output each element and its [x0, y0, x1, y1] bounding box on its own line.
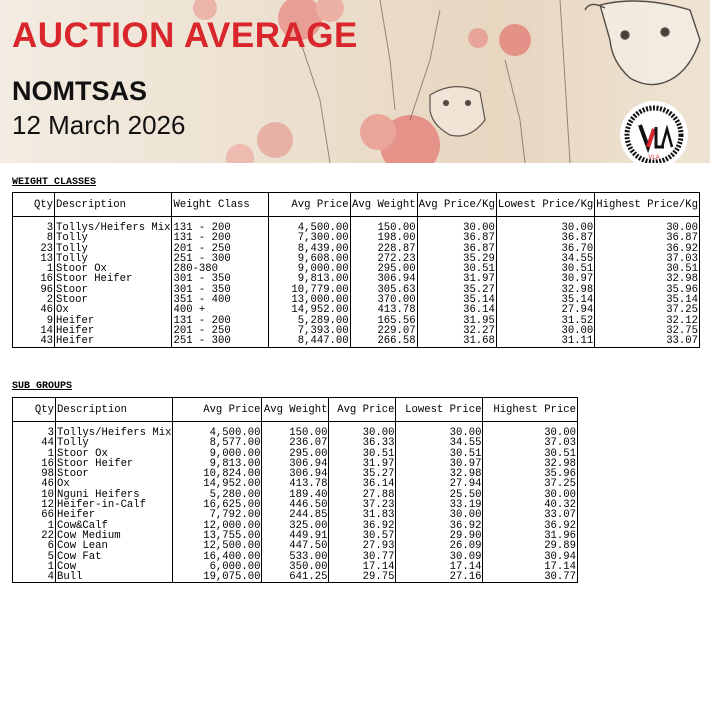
table-cell: 30.00 [595, 223, 700, 233]
weight-classes-table [12, 192, 700, 348]
table-cell: Ox [56, 479, 173, 489]
table-cell: 30.00 [483, 490, 578, 500]
sub-groups-header-row [13, 398, 578, 422]
table-cell: 31.11 [496, 336, 594, 347]
table-cell: 31.68 [417, 336, 496, 347]
table-cell: 12,500.00 [173, 541, 262, 551]
table-cell: 36.87 [417, 244, 496, 254]
table-cell: 12 [13, 500, 56, 510]
col-qty: Qty [13, 398, 56, 422]
col-avg-price-kg: Avg Price/Kg [417, 193, 496, 217]
table-cell: 33.07 [483, 510, 578, 520]
table-cell: 30.51 [496, 264, 594, 274]
table-cell: 30.94 [483, 552, 578, 562]
table-cell: 2 [13, 295, 55, 305]
table-cell: Heifer [55, 336, 172, 347]
col-lowest-price-kg: Lowest Price/Kg [496, 193, 594, 217]
table-cell: 19,075.00 [173, 572, 262, 583]
table-cell: 272.23 [350, 254, 417, 264]
table-cell: 36.87 [496, 233, 594, 243]
table-cell: 27.94 [396, 479, 483, 489]
table-cell: 35.96 [595, 285, 700, 295]
table-cell: 36.14 [329, 479, 396, 489]
table-row [13, 274, 700, 284]
table-cell: 33.19 [396, 500, 483, 510]
table-cell: 32.98 [483, 459, 578, 469]
table-cell: 201 - 250 [172, 326, 268, 336]
table-row [13, 254, 700, 264]
table-cell: 35.29 [417, 254, 496, 264]
table-cell: 16,625.00 [173, 500, 262, 510]
table-row [13, 223, 700, 233]
table-cell: 13,000.00 [268, 295, 350, 305]
table-cell: 14,952.00 [268, 305, 350, 315]
table-cell: 32.98 [396, 469, 483, 479]
auction-date: 12 March 2026 [12, 110, 186, 140]
table-cell: Bull [56, 572, 173, 583]
table-cell: 37.03 [595, 254, 700, 264]
table-cell: 17.14 [329, 562, 396, 572]
table-cell: 189.40 [262, 490, 329, 500]
table-cell: 7,792.00 [173, 510, 262, 520]
table-cell: 16 [13, 274, 55, 284]
table-row [13, 295, 700, 305]
page-title: AUCTION AVERAGE [12, 16, 358, 55]
table-cell: Stoor Heifer [55, 274, 172, 284]
col-weight-class: Weight Class [172, 193, 268, 217]
table-cell: 251 - 300 [172, 254, 268, 264]
table-cell: 16,400.00 [173, 552, 262, 562]
table-cell: 400 + [172, 305, 268, 315]
table-cell: 30.51 [483, 449, 578, 459]
table-cell: 32.98 [496, 285, 594, 295]
table-cell: 27.94 [496, 305, 594, 315]
table-cell: 66 [13, 510, 56, 520]
weight-classes-heading: WEIGHT CLASSES [12, 177, 97, 188]
table-cell: Stoor [55, 295, 172, 305]
table-cell: 31.83 [329, 510, 396, 520]
table-cell: Stoor [56, 469, 173, 479]
table-cell: 229.07 [350, 326, 417, 336]
table-cell: 31.95 [417, 316, 496, 326]
table-cell: 44 [13, 438, 56, 448]
table-cell: 447.50 [262, 541, 329, 551]
table-cell: 446.50 [262, 500, 329, 510]
table-cell: 30.51 [329, 449, 396, 459]
table-cell: 35.14 [496, 295, 594, 305]
table-cell: 36.92 [483, 521, 578, 531]
table-cell: Stoor Heifer [56, 459, 173, 469]
table-cell: 131 - 200 [172, 233, 268, 243]
table-cell: 10,779.00 [268, 285, 350, 295]
table-cell: 12,000.00 [173, 521, 262, 531]
table-cell: 9,000.00 [173, 449, 262, 459]
table-cell: Heifer-in-Calf [56, 500, 173, 510]
table-cell: 131 - 200 [172, 223, 268, 233]
col-description: Description [55, 193, 172, 217]
table-cell: 33.07 [595, 336, 700, 347]
table-cell: 37.25 [483, 479, 578, 489]
table-cell: 36.92 [329, 521, 396, 531]
table-cell: 325.00 [262, 521, 329, 531]
table-cell: 32.98 [595, 274, 700, 284]
table-row [13, 244, 700, 254]
table-cell: 30.00 [329, 428, 396, 438]
table-cell: 35.14 [595, 295, 700, 305]
table-cell: 266.58 [350, 336, 417, 347]
table-cell: Cow [56, 562, 173, 572]
table-cell: 30.57 [329, 531, 396, 541]
table-row [13, 233, 700, 243]
vla-logo [618, 99, 690, 163]
table-cell: 35.27 [329, 469, 396, 479]
table-cell: 9,000.00 [268, 264, 350, 274]
table-cell: 30.00 [396, 510, 483, 520]
table-cell: 27.16 [396, 572, 483, 583]
table-cell: 30.51 [417, 264, 496, 274]
table-cell: 131 - 200 [172, 316, 268, 326]
table-row [13, 572, 578, 583]
table-cell: 10,824.00 [173, 469, 262, 479]
table-cell: 96 [13, 285, 55, 295]
table-cell: 36.14 [417, 305, 496, 315]
col-avg-price: Avg Price [268, 193, 350, 217]
location-name: NOMTSAS [12, 76, 147, 106]
table-cell: 29.75 [329, 572, 396, 583]
table-cell: 35.27 [417, 285, 496, 295]
table-cell: 413.78 [262, 479, 329, 489]
table-cell: 351 - 400 [172, 295, 268, 305]
table-cell: 40.32 [483, 500, 578, 510]
table-cell: Heifer [55, 316, 172, 326]
table-cell: 306.94 [262, 459, 329, 469]
table-cell: 35.14 [417, 295, 496, 305]
table-cell: 30.97 [396, 459, 483, 469]
table-cell: 10 [13, 490, 56, 500]
table-cell: 16 [13, 459, 56, 469]
table-cell: 280-380 [172, 264, 268, 274]
table-cell: 3 [13, 428, 56, 438]
table-cell: Cow Medium [56, 531, 173, 541]
table-cell: 32.27 [417, 326, 496, 336]
table-cell: 641.25 [262, 572, 329, 583]
table-cell: 30.09 [396, 552, 483, 562]
table-cell: 4,500.00 [173, 428, 262, 438]
table-row [13, 316, 700, 326]
table-cell: 3 [13, 223, 55, 233]
table-cell: 23 [13, 244, 55, 254]
table-cell: 9,608.00 [268, 254, 350, 264]
table-cell: 98 [13, 469, 56, 479]
table-cell: 8 [13, 233, 55, 243]
sub-groups-table [12, 397, 578, 583]
col-highest-price: Highest Price [483, 398, 578, 422]
table-cell: 449.91 [262, 531, 329, 541]
weight-classes-body [13, 217, 700, 348]
table-cell: 8,447.00 [268, 336, 350, 347]
table-cell: Nguni Heifers [56, 490, 173, 500]
weight-classes-header-row [13, 193, 700, 217]
table-cell: 30.77 [329, 552, 396, 562]
table-cell: 306.94 [262, 469, 329, 479]
table-cell: Tollys/Heifers Mix [57, 427, 172, 439]
table-cell: 1 [13, 521, 56, 531]
table-cell: 30.77 [483, 572, 578, 583]
table-cell: 251 - 300 [172, 336, 268, 347]
table-cell: 1 [13, 449, 56, 459]
table-cell: 7,300.00 [268, 233, 350, 243]
table-cell: 32.12 [595, 316, 700, 326]
table-cell: 4 [13, 572, 56, 583]
table-cell: 30.00 [496, 223, 594, 233]
table-cell: 4,500.00 [268, 223, 350, 233]
table-cell: 150.00 [350, 223, 417, 233]
table-cell: 14 [13, 326, 55, 336]
table-cell: Cow&Calf [56, 521, 173, 531]
table-cell: 36.87 [595, 233, 700, 243]
table-cell: 165.56 [350, 316, 417, 326]
table-cell: 27.93 [329, 541, 396, 551]
table-cell: Cow Lean [56, 541, 173, 551]
table-cell: Tollys/Heifers Mix [56, 222, 171, 234]
table-cell: 46 [13, 305, 55, 315]
table-cell: 29.90 [396, 531, 483, 541]
table-cell: 36.33 [329, 438, 396, 448]
table-row [13, 336, 700, 347]
table-cell: 31.96 [483, 531, 578, 541]
table-cell: Tolly [55, 233, 172, 243]
table-cell: 17.14 [483, 562, 578, 572]
table-cell: 30.00 [483, 428, 578, 438]
col-avg-price: Avg Price [173, 398, 262, 422]
table-cell: 150.00 [262, 428, 329, 438]
table-cell: 9,813.00 [173, 459, 262, 469]
table-cell: 34.55 [496, 254, 594, 264]
table-cell: 36.70 [496, 244, 594, 254]
table-cell: 198.00 [350, 233, 417, 243]
table-cell: 6 [13, 541, 56, 551]
table-cell: 533.00 [262, 552, 329, 562]
table-cell: 201 - 250 [172, 244, 268, 254]
table-cell: 1 [13, 562, 56, 572]
table-row [13, 285, 700, 295]
table-cell: 30.00 [396, 428, 483, 438]
col-avg-price-2: Avg Price [329, 398, 396, 422]
table-cell: 25.50 [396, 490, 483, 500]
col-qty: Qty [13, 193, 55, 217]
sub-groups-heading: SUB GROUPS [12, 381, 73, 392]
table-cell: 36.87 [417, 233, 496, 243]
table-cell: 301 - 350 [172, 285, 268, 295]
table-cell: 35.96 [483, 469, 578, 479]
table-cell: 26.09 [396, 541, 483, 551]
table-cell: 17.14 [396, 562, 483, 572]
table-cell: 31.52 [496, 316, 594, 326]
logo-lettering: VLA [648, 155, 660, 161]
table-cell: Tolly [56, 438, 173, 448]
table-cell: 13,755.00 [173, 531, 262, 541]
table-cell: 228.87 [350, 244, 417, 254]
table-cell: 413.78 [350, 305, 417, 315]
table-cell: Stoor Ox [56, 449, 173, 459]
col-highest-price-kg: Highest Price/Kg [595, 193, 700, 217]
table-row [13, 326, 700, 336]
table-cell: 46 [13, 479, 56, 489]
table-cell: 5,289.00 [268, 316, 350, 326]
table-cell: 30.97 [496, 274, 594, 284]
table-cell: 350.00 [262, 562, 329, 572]
table-cell: 34.55 [396, 438, 483, 448]
table-cell: 31.97 [417, 274, 496, 284]
table-cell: 295.00 [350, 264, 417, 274]
table-cell: Tolly [55, 244, 172, 254]
table-cell: 37.23 [329, 500, 396, 510]
table-cell: 31.97 [329, 459, 396, 469]
table-cell: 5,280.00 [173, 490, 262, 500]
table-cell: 1 [13, 264, 55, 274]
table-cell: 14,952.00 [173, 479, 262, 489]
table-cell: 7,393.00 [268, 326, 350, 336]
table-cell: 370.00 [350, 295, 417, 305]
table-cell: Heifer [55, 326, 172, 336]
table-row [13, 305, 700, 315]
table-cell: 301 - 350 [172, 274, 268, 284]
table-cell: Heifer [56, 510, 173, 520]
table-cell: 36.92 [595, 244, 700, 254]
table-cell: 9,813.00 [268, 274, 350, 284]
table-cell: 6,000.00 [173, 562, 262, 572]
sub-groups-body [13, 422, 578, 583]
table-cell: 36.92 [396, 521, 483, 531]
table-cell: 30.51 [595, 264, 700, 274]
table-cell: 29.89 [483, 541, 578, 551]
table-cell: 13 [13, 254, 55, 264]
header-banner [0, 0, 710, 163]
table-cell: 43 [13, 336, 55, 347]
table-cell: 22 [13, 531, 56, 541]
table-cell: 8,439.00 [268, 244, 350, 254]
table-cell: Ox [55, 305, 172, 315]
table-cell: 5 [13, 552, 56, 562]
table-cell: 30.00 [417, 223, 496, 233]
table-cell: Stoor Ox [55, 264, 172, 274]
col-description: Description [56, 398, 173, 422]
table-cell: 244.85 [262, 510, 329, 520]
table-cell: 236.07 [262, 438, 329, 448]
table-cell: 27.88 [329, 490, 396, 500]
col-avg-weight: Avg Weight [262, 398, 329, 422]
table-cell: 306.94 [350, 274, 417, 284]
table-cell: Cow Fat [56, 552, 173, 562]
table-cell: 30.00 [496, 326, 594, 336]
table-cell: Stoor [55, 285, 172, 295]
table-cell: 9 [13, 316, 55, 326]
table-cell: 295.00 [262, 449, 329, 459]
table-cell: 305.63 [350, 285, 417, 295]
table-cell: Tolly [55, 254, 172, 264]
table-cell: 30.51 [396, 449, 483, 459]
table-cell: 32.75 [595, 326, 700, 336]
table-cell: 8,577.00 [173, 438, 262, 448]
col-avg-weight: Avg Weight [350, 193, 417, 217]
table-cell: 37.03 [483, 438, 578, 448]
col-lowest-price: Lowest Price [396, 398, 483, 422]
table-cell: 37.25 [595, 305, 700, 315]
